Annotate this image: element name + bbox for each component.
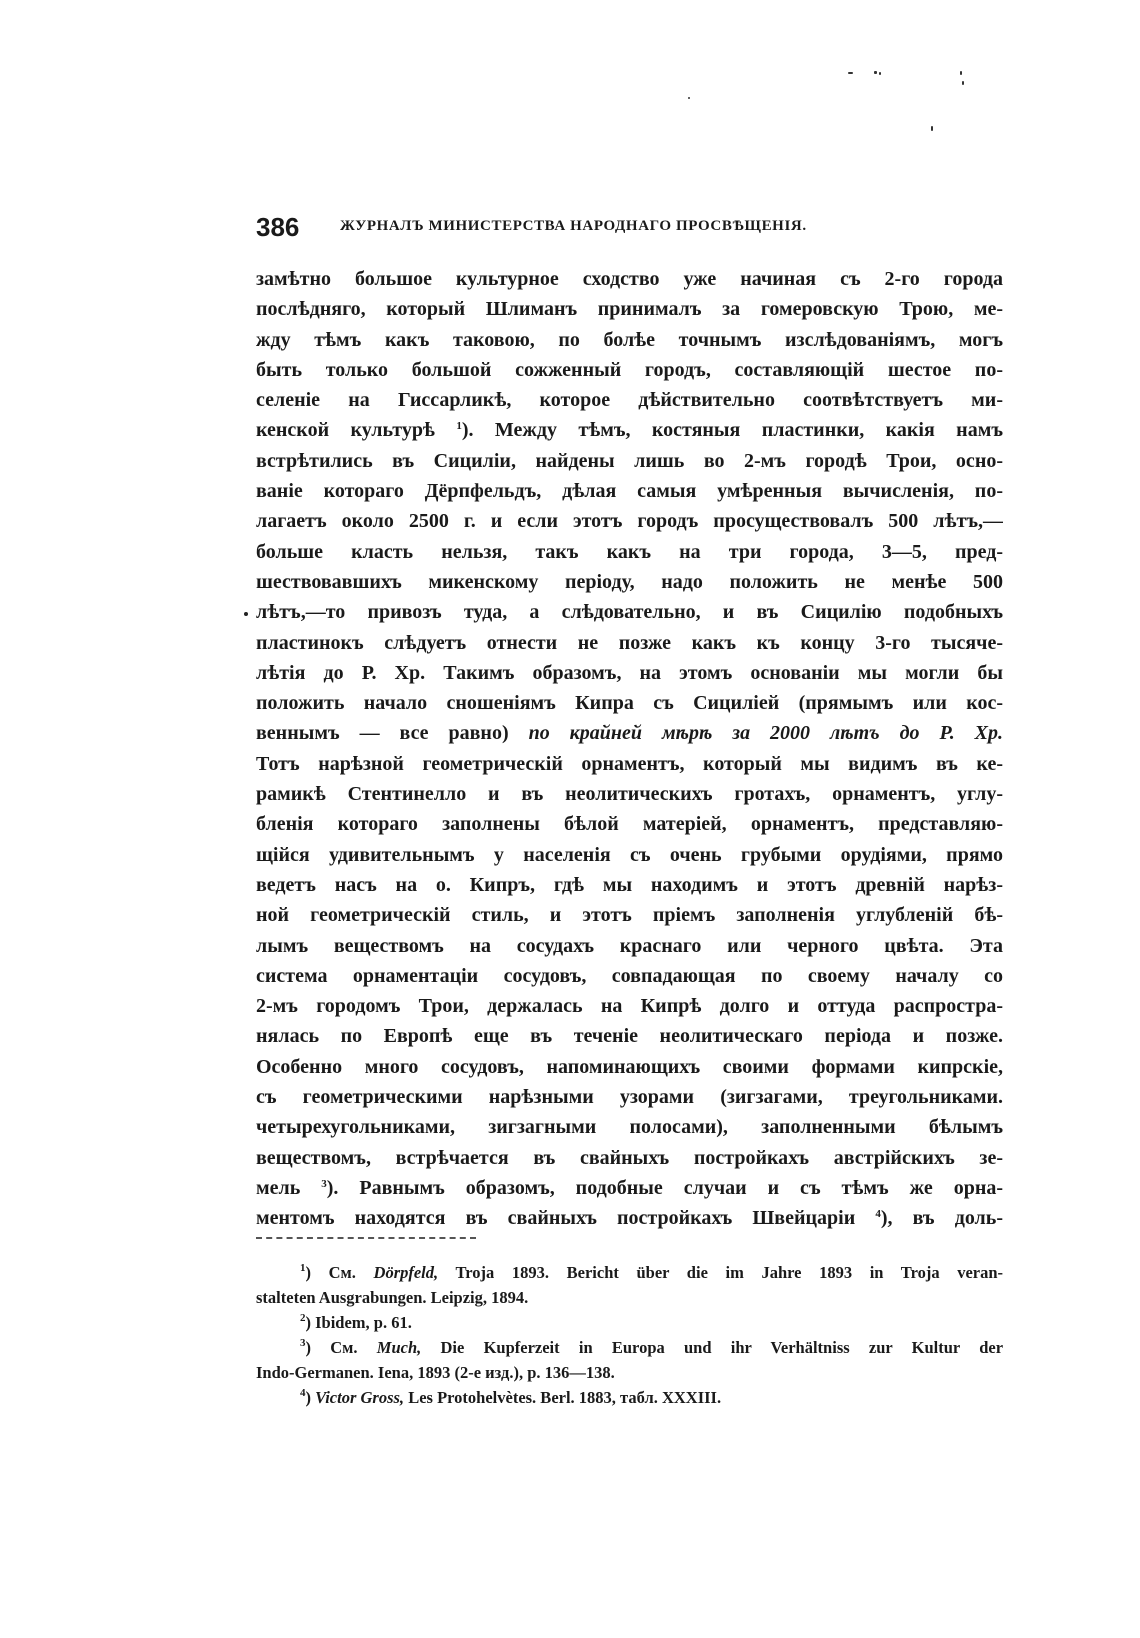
text-line: замѣтно большое культурное сходство уже начиная съ 2-го города xyxy=(256,268,1003,290)
text-fragment: ). Равнымъ образомъ, подобные случаи и съ тѣмъ же орна- xyxy=(326,1176,1003,1199)
footnote-2: $^2$) Ibidem, p. 61. xyxy=(300,1312,412,1332)
footnote-text: Troja 1893. Bericht über die im Jahre 1893 in Troja veran- xyxy=(455,1263,1003,1282)
footnote-text: Les Protohelvètes. Berl. 1883, табл. XXXIII. xyxy=(408,1388,722,1407)
footnote-ref: 1 xyxy=(456,420,462,433)
footnote-prefix: См. xyxy=(328,1263,356,1282)
body-text xyxy=(256,264,1003,1234)
text-line: встрѣтились въ Сициліи, найдены лишь во 2-мъ городѣ Трои, осно- xyxy=(256,449,1003,472)
text-line: Тотъ нарѣзной геометрическій орнаментъ, который мы видимъ въ ке- xyxy=(256,752,1003,775)
footnote-mark: 3 xyxy=(300,1337,306,1349)
text-line: селеніе на Гиссарликѣ, которое дѣйствительно соотвѣтствуетъ ми- xyxy=(256,389,1003,412)
footnote-author: Victor Gross, xyxy=(315,1388,405,1407)
text-fragment: мель xyxy=(256,1176,301,1199)
page-header xyxy=(256,212,916,242)
text-line xyxy=(256,1203,1003,1233)
text-line: лѣтія до Р. Хр. Такимъ образомъ, на этомъ основаніи мы могли бы xyxy=(256,661,1003,684)
text-line: рамикѣ Стентинелло и въ неолитическихъ гротахъ, орнаментъ, углу- xyxy=(256,783,1003,806)
text-line: система орнаментаціи сосудовъ, совпадающая по своему началу со xyxy=(256,964,1003,987)
italic-phrase: по крайней мѣрѣ за 2000 лѣтъ до Р. Хр. xyxy=(528,722,1003,745)
page-number: 386 xyxy=(256,212,300,242)
text-line: шествовавшихъ микенскому періоду, надо положить не менѣе 500 xyxy=(256,570,1003,593)
text-fragment: ). Между тѣмъ, костяныя пластинки, какія намъ xyxy=(461,419,1003,442)
footnote-ref: 4 xyxy=(875,1208,881,1221)
footnote-mark: 2 xyxy=(300,1312,306,1324)
text-line: лѣтъ,—то привозъ туда, а слѣдовательно, и въ Сицилію подобныхъ xyxy=(256,601,1003,624)
text-fragment: веннымъ — все равно) xyxy=(256,722,509,745)
footnotes xyxy=(256,1260,1003,1410)
footnote-text: Die Kupferzeit in Europa und ihr Verhältniss zur Kultur der xyxy=(440,1338,1003,1357)
text-line: послѣдняго, который Шлиманъ принималъ за гомеровскую Трою, ме- xyxy=(256,298,1003,321)
footnote-rule xyxy=(256,1237,476,1239)
text-line: 2-мъ городомъ Трои, держалась на Кипрѣ долго и оттуда распростра- xyxy=(256,995,1003,1018)
footnote-text: Ibidem, p. 61. xyxy=(315,1313,412,1332)
text-line: положить начало сношеніямъ Кипра съ Сициліей (прямымъ или кос- xyxy=(256,692,1003,715)
text-line: ной геометрическій стиль, и этотъ пріемъ заполненія углубленій бѣ- xyxy=(256,904,1003,927)
text-line: жду тѣмъ какъ таковою, по болѣе точнымъ изслѣдованіямъ, могъ xyxy=(256,328,1003,351)
text-line: нялась по Европѣ еще въ теченіе неолитическаго періода и позже. xyxy=(256,1025,1003,1048)
text-line: бленія котораго заполнены бѣлой матеріей, орнаментъ, представляю- xyxy=(256,813,1003,836)
footnote-mark: 1 xyxy=(300,1262,306,1274)
footnote-1-cont: stalteten Ausgrabungen. Leipzig, 1894. xyxy=(256,1288,529,1307)
text-line xyxy=(256,718,1003,748)
text-line xyxy=(256,1173,1003,1203)
footnote-ref: 3 xyxy=(321,1177,327,1190)
footnote-4: $^4$) Victor Gross, Les Protohelvètes. Berl. 1883, табл. XXXIII. xyxy=(300,1387,722,1407)
running-head: ЖУРНАЛЪ МИНИСТЕРСТВА НАРОДНАГО ПРОСВѢЩЕНІЯ. xyxy=(340,218,807,234)
text-line: четырехугольниками, зигзагными полосами), заполненными бѣлымъ xyxy=(256,1116,1003,1139)
text-line: веществомъ, встрѣчается въ свайныхъ постройкахъ австрійскихъ зе- xyxy=(256,1146,1003,1169)
text-line: Особенно много сосудовъ, напоминающихъ своими формами кипрскіе, xyxy=(256,1055,1003,1078)
footnote-3: $^3$) См. Much, Die Kupferzeit in Europa und ihr Verhältniss zur Kultur der xyxy=(300,1337,1003,1357)
text-fragment: кенской культурѣ xyxy=(256,419,435,442)
footnote-3-cont: Indo-Germanen. Iena, 1893 (2-е изд.), p. 136—138. xyxy=(256,1363,615,1382)
text-fragment: ), въ доль- xyxy=(880,1207,1003,1230)
text-fragment: ментомъ находятся въ свайныхъ постройкахъ Швейцаріи xyxy=(256,1207,856,1230)
text-line xyxy=(256,415,1003,445)
footnote-1: $^1$) См. Dörpfeld, Troja 1893. Bericht über die im Jahre 1893 in Troja veran- xyxy=(300,1262,1003,1282)
margin-mark xyxy=(244,612,248,616)
text-line: ваніе котораго Дёрпфельдъ, дѣлая самыя умѣренныя вычисленія, по- xyxy=(256,480,1003,503)
text-line: съ геометрическими нарѣзными узорами (зигзагами, треугольниками. xyxy=(256,1086,1003,1109)
text-line: лагаетъ около 2500 г. и если этотъ городъ просуществовалъ 500 лѣтъ,— xyxy=(256,510,1003,533)
footnote-author: Dörpfeld, xyxy=(373,1263,439,1282)
text-line: лымъ веществомъ на сосудахъ краснаго или черного цвѣта. Эта xyxy=(256,934,1003,957)
text-line: больше класть нельзя, такъ какъ на три города, 3—5, пред- xyxy=(256,540,1003,563)
text-line: ведетъ насъ на о. Кипръ, гдѣ мы находимъ и этотъ древній нарѣз- xyxy=(256,873,1003,896)
footnote-mark: 4 xyxy=(300,1387,306,1399)
text-line: щійся удивительнымъ у населенія съ очень грубыми орудіями, прямо xyxy=(256,843,1003,866)
footnote-author: Much, xyxy=(376,1338,422,1357)
text-line: пластинокъ слѣдуетъ отнести не позже какъ къ концу 3-го тысяче- xyxy=(256,631,1003,654)
text-line: быть только большой сожженный городъ, составляющій шестое по- xyxy=(256,358,1003,381)
footnote-prefix: См. xyxy=(330,1338,358,1357)
